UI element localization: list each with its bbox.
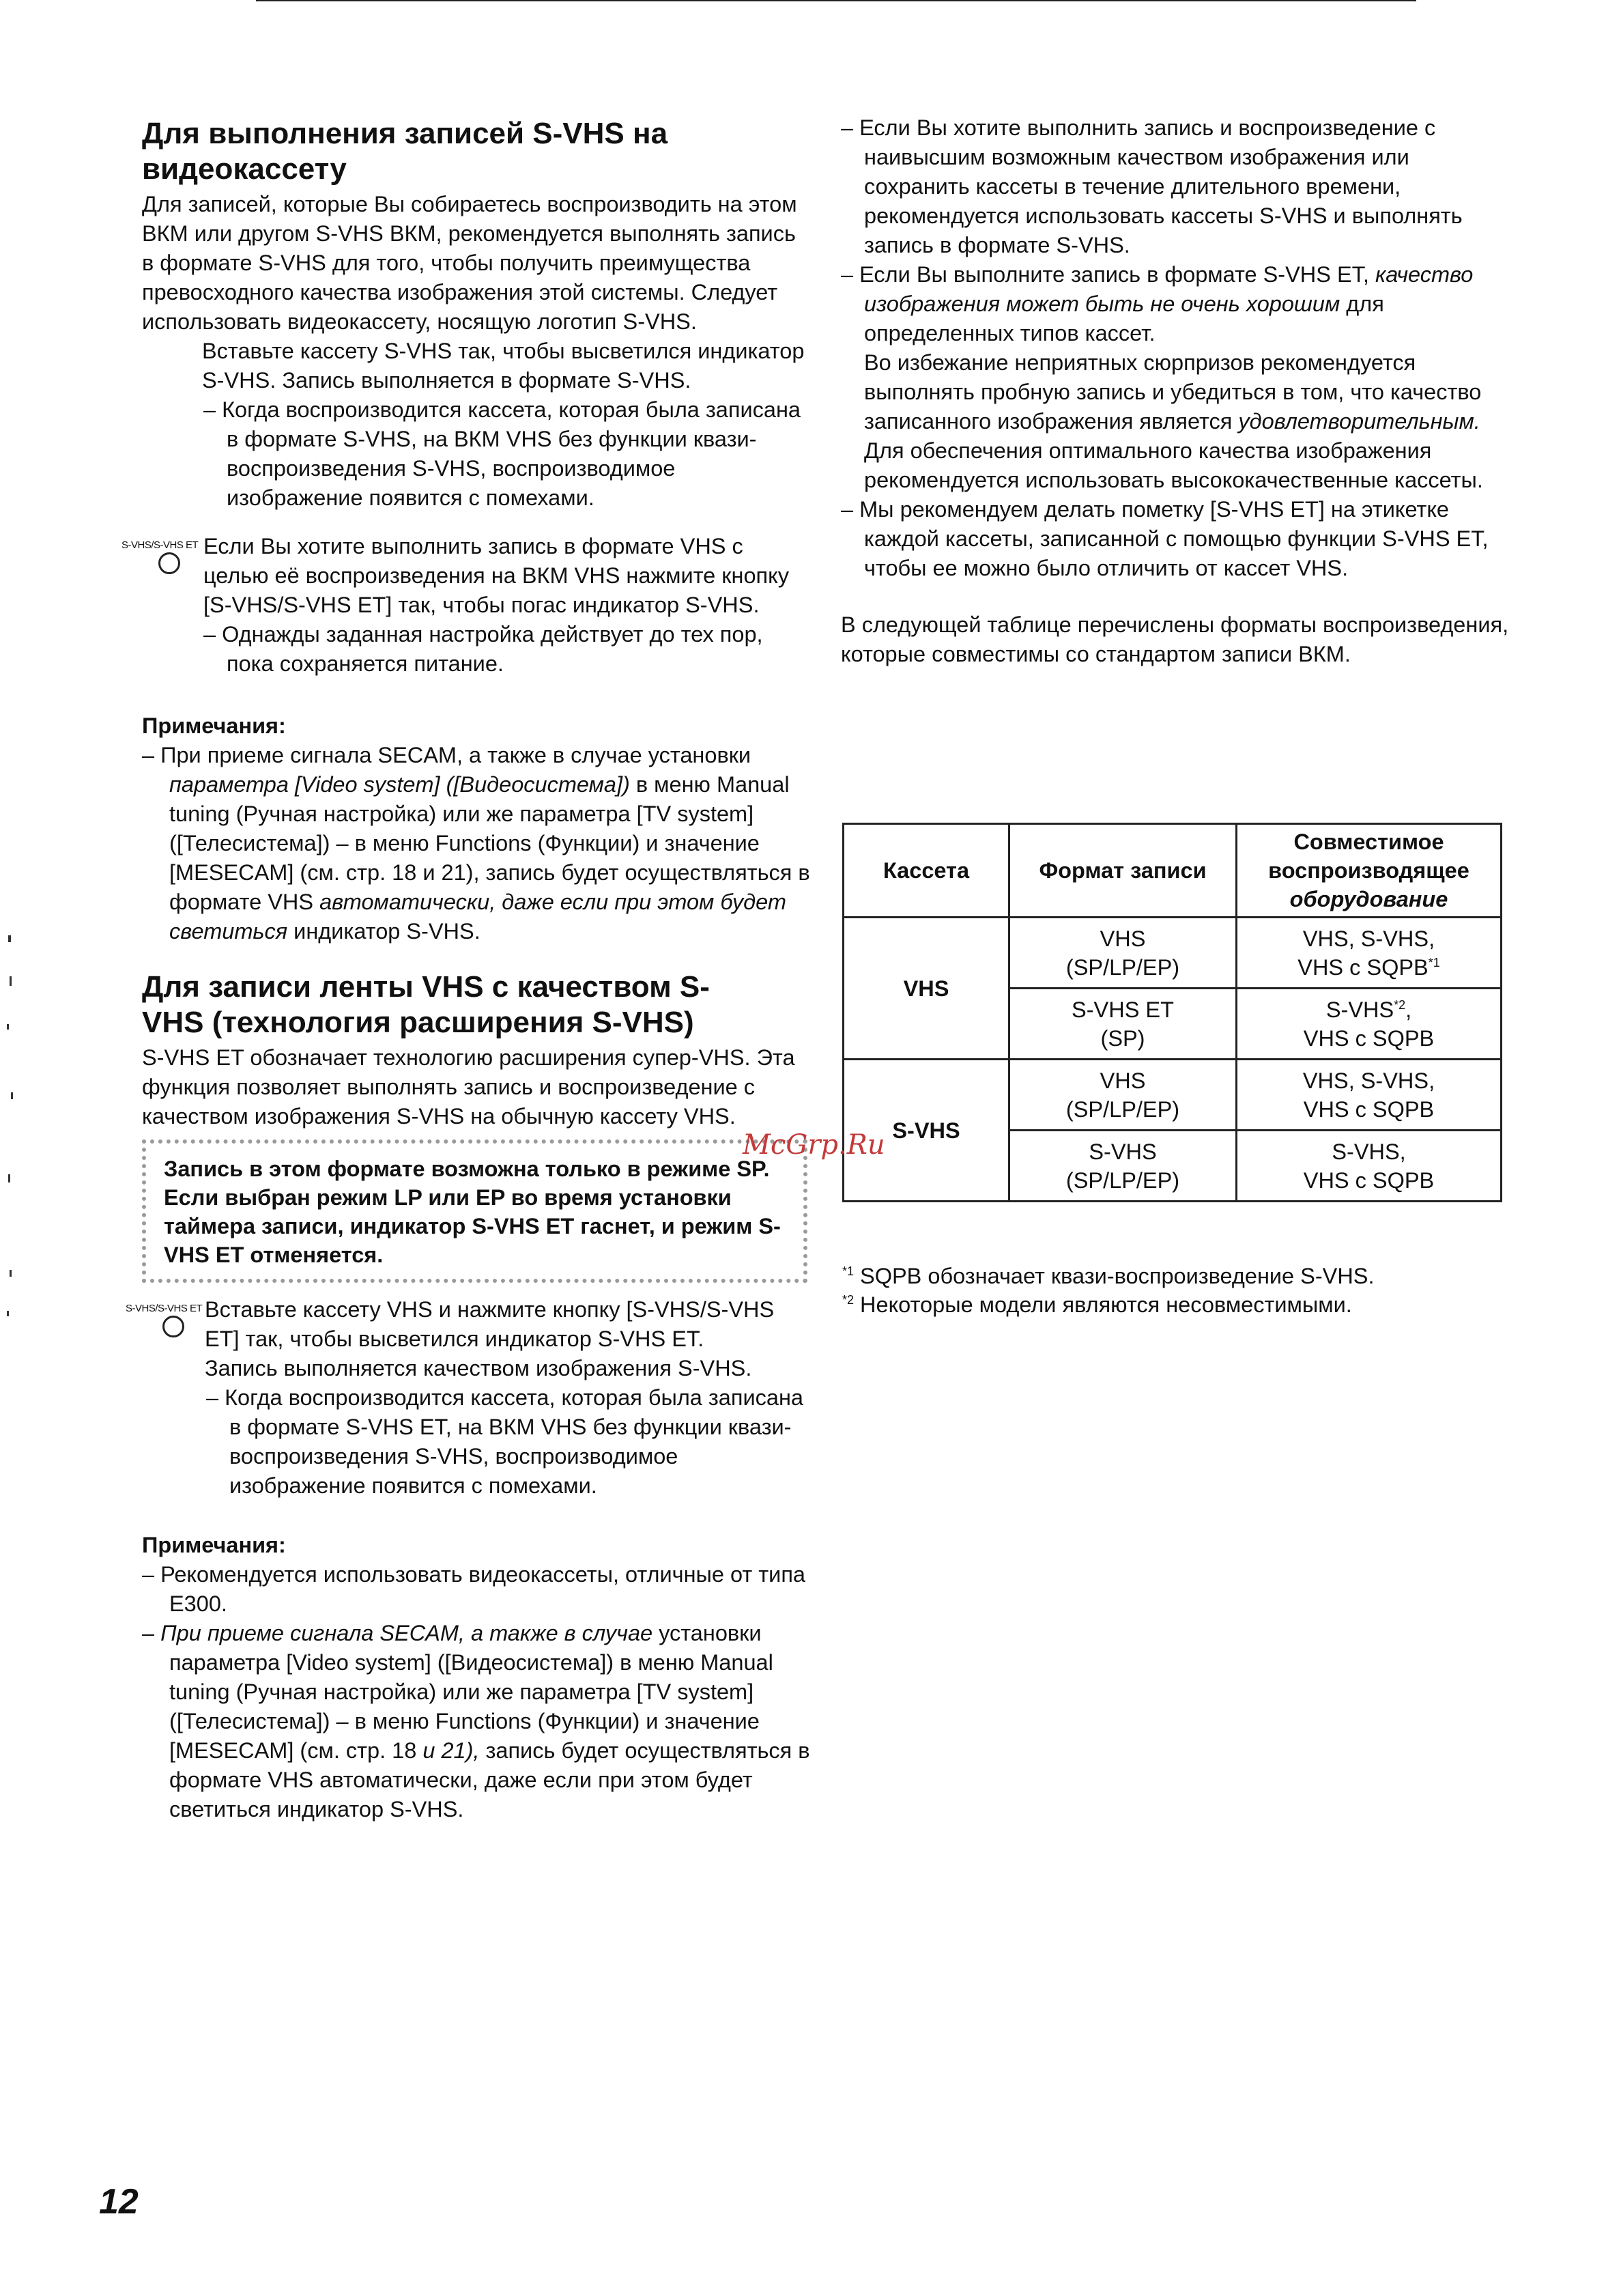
section2-step1-note: – Когда воспроизводится кассета, которая была записана в формате S-VHS ET, на ВКМ VHS без функции квази-воспроизведения S-VHS, воспроизводимое изображение появится с помехами.	[206, 1385, 803, 1498]
section1-notes-title: Примечания:	[142, 713, 286, 738]
right-bullet2: – Если Вы выполните запись в формате S-VHS ET, качество изображения может быть не очень хорошим для определенных типов кассет.	[841, 262, 1474, 345]
scan-speck	[7, 1024, 9, 1030]
scan-speck	[10, 1270, 12, 1277]
svhs-button-label: S-VHS/S-VHS ET	[121, 539, 199, 551]
section1-intro: Для записей, которые Вы собираетесь воспроизводить на этом ВКМ или другом S-VHS ВКМ, рекомендуется выполнять запись в формате S-VHS для того, чтобы получить преимущества превосходного качества изображения этой системы. Следует использовать видеокассету, носящую логотип S-VHS.	[142, 192, 797, 334]
format-cell: S-VHS (SP/LP/EP)	[1009, 1131, 1237, 1202]
cassette-svhs: S-VHS	[844, 1060, 1009, 1202]
top-rule	[256, 0, 1416, 1]
footnote2: $^{*2}$ Некоторые модели являются несовместимыми.	[842, 1292, 1352, 1317]
cassette-vhs: VHS	[844, 918, 1009, 1060]
section2-notes-title: Примечания:	[142, 1533, 286, 1557]
section1-step2-block	[121, 532, 811, 679]
watermark: McGrp.Ru	[743, 1129, 885, 1161]
compat-cell: S-VHS, VHS с SQPB	[1237, 1131, 1502, 1202]
svhs-et-button-icon[interactable]	[162, 1316, 184, 1337]
section2-step1b: Запись выполняется качеством изображения S-VHS.	[205, 1356, 752, 1380]
scan-speck	[7, 1311, 9, 1316]
section1-heading: Для выполнения записей S-VHS на видеокассету	[142, 117, 668, 186]
section2-step1-block	[126, 1295, 811, 1501]
notice-line1: Запись в этом формате возможна только в режиме SP.	[164, 1157, 770, 1181]
compat-cell: VHS, S-VHS, VHS с SQPB	[1237, 1060, 1502, 1131]
table-row	[844, 1060, 1502, 1131]
section2-intro: S-VHS ET обозначает технологию расширения супер-VHS. Эта функция позволяет выполнять запись и воспроизведение с качеством изображения S-VHS на обычную кассету VHS.	[142, 1045, 795, 1129]
scan-speck	[8, 1174, 10, 1182]
right-column	[841, 113, 1510, 669]
compat-cell: VHS, S-VHS, VHS с SQPB$^{*1}$	[1237, 918, 1502, 989]
scan-speck	[10, 976, 12, 986]
page-number: 12	[99, 2182, 139, 2222]
table-intro: В следующей таблице перечислены форматы воспроизведения, которые совместимы со стандартом записи ВКМ.	[841, 612, 1509, 666]
compatibility-table	[842, 823, 1502, 1202]
footnote1: $^{*1}$ SQPB обозначает квази-воспроизведение S-VHS.	[842, 1264, 1375, 1288]
format-cell: S-VHS ET (SP)	[1009, 989, 1237, 1060]
svhs-button-icon[interactable]	[158, 552, 180, 574]
section1-step1-note: – Когда воспроизводится кассета, которая была записана в формате S-VHS, на ВКМ VHS без функции квази-воспроизведения S-VHS, воспроизводимое изображение появится с помехами.	[203, 397, 801, 510]
header-compat: Совместимое воспроизводящее оборудование	[1237, 824, 1502, 918]
section1-step2-note: – Однажды заданная настройка действует до тех пор, пока сохраняется питание.	[203, 622, 763, 676]
right-bullet2-cont2: Для обеспечения оптимального качества изображения рекомендуется использовать высококачественные кассеты.	[864, 438, 1483, 492]
right-bullet1: – Если Вы хотите выполнить запись и воспроизведение с наивысшим возможным качеством изображения или сохранить кассеты в течение длительного времени, рекомендуется использовать кассеты S-VHS и выполнять запись в формате S-VHS.	[841, 115, 1463, 257]
scan-speck	[11, 1092, 13, 1099]
scan-speck	[8, 935, 11, 942]
compat-cell: S-VHS$^{*2}$, VHS с SQPB	[1237, 989, 1502, 1060]
section2-note2: – При приеме сигнала SECAM, а также в случае установки параметра [Video system] ([Видеосистема]) в меню Manual tuning (Ручная настройка) или же параметра [TV system] ([Телесистема]) – в меню Functions (Функции) и значение [MESECAM] (см. стр. 18 и 21), запись будет осуществляться в формате VHS автоматически, даже если при этом будет светиться индикатор S-VHS.	[142, 1621, 810, 1822]
svhs-et-button-label: S-VHS/S-VHS ET	[126, 1303, 203, 1314]
sp-mode-notice-box	[142, 1139, 807, 1283]
notice-line2: Если выбран режим LP или EP во время установки таймера записи, индикатор S-VHS ET гаснет, и режим S-VHS ET отменяется.	[164, 1185, 781, 1267]
section2-step1: Вставьте кассету VHS и нажмите кнопку [S-VHS/S-VHS ET] так, чтобы высветился индикатор S-VHS ET.	[205, 1297, 775, 1351]
left-column	[121, 116, 811, 1824]
table-row	[844, 918, 1502, 989]
header-cassette: Кассета	[844, 824, 1009, 918]
section2-heading: Для записи ленты VHS с качеством S-VHS (технология расширения S-VHS)	[142, 970, 710, 1039]
table-header-row	[844, 824, 1502, 918]
format-cell: VHS (SP/LP/EP)	[1009, 1060, 1237, 1131]
header-format: Формат записи	[1009, 824, 1237, 918]
section1-step1: Вставьте кассету S-VHS так, чтобы высветился индикатор S-VHS. Запись выполняется в формате S-VHS.	[202, 339, 805, 393]
section2-note1: – Рекомендуется использовать видеокассеты, отличные от типа E300.	[142, 1562, 806, 1616]
format-cell: VHS (SP/LP/EP)	[1009, 918, 1237, 989]
section1-step2: Если Вы хотите выполнить запись в формате VHS с целью её воспроизведения на ВКМ VHS нажмите кнопку [S-VHS/S-VHS ET] так, чтобы погас индикатор S-VHS.	[203, 534, 789, 617]
section1-note1: – При приеме сигнала SECAM, а также в случае установки параметра [Video system] ([Видеосистема]) в меню Manual tuning (Ручная настройка) или же параметра [TV system] ([Телесистема]) – в меню Functions (Функции) и значение [MESECAM] (см. стр. 18 и 21), запись будет осуществляться в формате VHS автоматически, даже если при этом будет светиться индикатор S-VHS.	[142, 743, 810, 944]
right-bullet3: – Мы рекомендуем делать пометку [S-VHS ET] на этикетке каждой кассеты, записанной с помощью функции S-VHS ET, чтобы ее можно было отличить от кассет VHS.	[841, 497, 1489, 580]
right-bullet2-cont1: Во избежание неприятных сюрпризов рекомендуется выполнять пробную запись и убедиться в том, что качество записанного изображения является удовлетворительным.	[864, 350, 1482, 434]
